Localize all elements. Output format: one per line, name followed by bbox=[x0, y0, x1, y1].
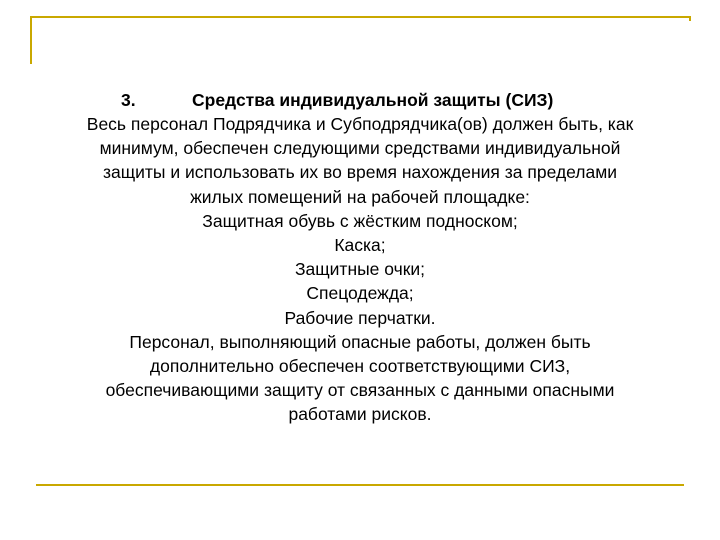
section-title: Средства индивидуальной защиты (СИЗ) bbox=[192, 90, 554, 110]
left-rule bbox=[30, 16, 32, 64]
intro-line: защиты и использовать их во время нахождения за пределами bbox=[102, 162, 618, 183]
intro-line: минимум, обеспечен следующими средствами индивидуальной bbox=[99, 138, 621, 159]
ppe-item-helmet: Каска; bbox=[334, 235, 386, 256]
section-heading bbox=[0, 88, 720, 112]
right-rule bbox=[689, 16, 691, 21]
top-rule bbox=[30, 16, 691, 18]
closing-line: обеспечивающими защиту от связанных с данными опасными bbox=[105, 380, 615, 401]
section-number: 3. bbox=[121, 90, 136, 110]
closing-line: работами рисков. bbox=[288, 404, 432, 425]
ppe-item-gloves: Рабочие перчатки. bbox=[284, 307, 436, 328]
slide-body bbox=[0, 88, 720, 427]
closing-line: Персонал, выполняющий опасные работы, должен быть bbox=[129, 331, 591, 352]
intro-line: Весь персонал Подрядчика и Субподрядчика(ов) должен быть, как bbox=[86, 114, 634, 134]
ppe-item-safety-shoes: Защитная обувь с жёстким подноском; bbox=[202, 210, 518, 231]
ppe-item-workwear: Спецодежда; bbox=[306, 283, 414, 304]
closing-line: дополнительно обеспечен соответствующими СИЗ, bbox=[149, 356, 571, 377]
intro-line: жилых помещений на рабочей площадке: bbox=[190, 186, 530, 207]
bottom-rule bbox=[36, 484, 684, 486]
ppe-item-goggles: Защитные очки; bbox=[294, 259, 426, 280]
